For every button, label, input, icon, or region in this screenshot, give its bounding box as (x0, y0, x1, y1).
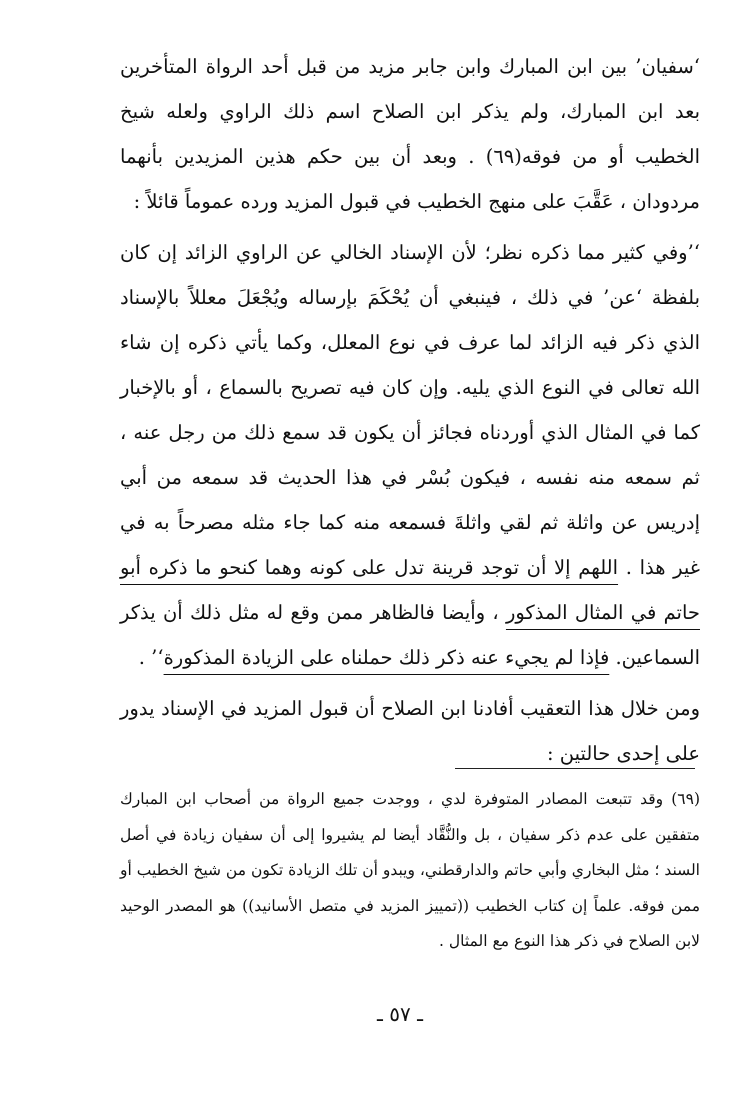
footnote-separator (455, 768, 695, 769)
footnote (120, 782, 700, 960)
page-number: ـ ٥٧ ـ (377, 1002, 423, 1026)
underlined-passage-1: اللهم إلا أن توجد قرينة تدل على كونه وهما كنحو ما ذكره أبو حاتم في المثال المذكور (120, 556, 700, 624)
quote-text-start: ‘’وفي كثير مما ذكره نظر؛ لأن الإسناد الخالي عن الراوي الزائد إن كان بلفظة ‘عن’ في ذلك ، فينبغي أن يُحْكَمَ بإرساله ويُجْعَلَ معللاً بالإسناد الذي ذكر فيه الزائد لما عرف في نوع المعلل، وكما يأتي ذكره إن شاء الله تعالى في النوع الذي يليه. وإن كان فيه تصريح بالسماع ، أو بالإخبار كما في المثال الذي أوردناه فجائز أن يكون قد سمع ذلك من رجل عنه ، ثم سمعه منه نفسه ، فيكون بُسْر في هذا الحديث قد سمعه من أبي إدريس عن واثلة ثم لقي واثلةَ فسمعه منه كما جاء مثله مصرحاً به في غير هذا . (120, 241, 701, 579)
paragraph-1-text: ‘سفيان’ بين ابن المبارك وابن جابر مزيد من قبل أحد الرواة المتأخرين بعد ابن المبارك، ولم يذكر ابن الصلاح اسم ذلك الراوي ولعله شيخ الخطيب أو من فوقه(٦٩) . وبعد أن بين حكم هذين المزيدين بأنهما مردودان ، عَقَّبَ على منهج الخطيب في قبول المزيد ورده عموماً قائلاً : (120, 55, 700, 213)
quote-text-middle: ، وأيضا فالظاهر ممن وقع له مثل ذلك أن يذكر السماعين. (120, 601, 700, 669)
paragraph-3-text: ومن خلال هذا التعقيب أفادنا ابن الصلاح أن قبول المزيد في الإسناد يدور على إحدى حالتين : (120, 697, 700, 765)
paragraph-2-quote (120, 230, 700, 680)
paragraph-3 (120, 686, 700, 776)
quote-text-end: ‘’ . (138, 646, 164, 669)
main-text (120, 44, 700, 776)
paragraph-1 (120, 44, 700, 224)
underlined-passage-2: فإذا لم يجيء عنه ذكر ذلك حملناه على الزيادة المذكورة (163, 646, 610, 669)
footnote-text: (٦٩) وقد تتبعت المصادر المتوفرة لدي ، ووجدت جميع الرواة من أصحاب ابن المبارك متفقين على عدم ذكر سفيان ، بل والنُّقَّاد أيضا لم يشيروا إلى أن سفيان زيادة في أصل السند ؛ مثل البخاري وأبي حاتم والدارقطني، ويبدو أن تلك الزيادة تكون من شيخ الخطيب أو ممن فوقه. علماً إن كتاب الخطيب ((تمييز المزيد في متصل الأسانيد)) هو المصدر الوحيد لابن الصلاح في ذكر هذا النوع مع المثال . (120, 790, 700, 950)
